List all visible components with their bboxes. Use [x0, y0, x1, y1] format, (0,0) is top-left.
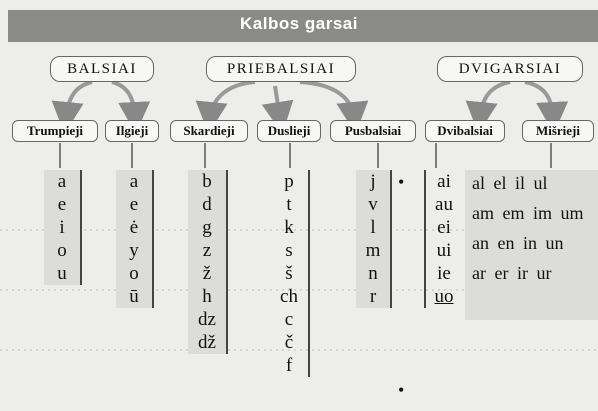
letter-cell: dz	[198, 309, 216, 330]
bullet-mark: •	[398, 380, 405, 400]
arrow-dvigarsiai-dvibalsiai	[480, 82, 510, 118]
category-balsiai: BALSIAI	[50, 56, 154, 82]
category-priebalsiai: PRIEBALSIAI	[206, 56, 356, 82]
letter-cell: z	[202, 240, 212, 261]
column-pusbalsiai	[356, 170, 392, 308]
column-trumpieji	[44, 170, 82, 285]
misrieji-row: al el il ul	[472, 173, 548, 193]
letter-cell: u	[57, 263, 67, 284]
letter-cell: ui	[436, 240, 452, 261]
letter-cell: j	[370, 171, 376, 192]
sub-ilgieji: Ilgieji	[105, 120, 159, 142]
sub-pusbalsiai: Pusbalsiai	[330, 120, 416, 142]
category-dvigarsiai: DVIGARSIAI	[437, 56, 583, 82]
letter-cell: dž	[198, 332, 216, 353]
letter-cell: y	[129, 240, 139, 261]
letter-cell: k	[284, 217, 294, 238]
letter-cell: š	[285, 263, 293, 284]
column-skardieji	[188, 170, 228, 354]
sub-misrieji: Mišrieji	[522, 120, 594, 142]
letter-cell: ie	[437, 263, 451, 284]
misrieji-row: an en in un	[472, 233, 564, 253]
letter-cell: v	[368, 194, 378, 215]
letter-cell: h	[202, 286, 212, 307]
letter-cell: p	[284, 171, 294, 192]
letter-cell: r	[369, 286, 377, 307]
letter-cell: a	[57, 171, 67, 192]
letter-cell: b	[202, 171, 212, 192]
letter-cell: l	[370, 217, 376, 238]
letter-cell: ei	[437, 217, 451, 238]
misrieji-row: am em im um	[472, 203, 584, 223]
letter-cell: m	[365, 240, 381, 261]
misrieji-row: ar er ir ur	[472, 263, 552, 283]
drop-lines	[60, 143, 551, 168]
column-dvibalsiai	[424, 170, 462, 308]
letter-cell: č	[284, 332, 294, 353]
sub-duslieji: Duslieji	[257, 120, 321, 142]
letter-cell: e	[129, 194, 139, 215]
letter-cell: o	[57, 240, 67, 261]
letter-cell: ū	[129, 286, 139, 307]
letter-cell: i	[59, 217, 65, 238]
letter-cell: f	[285, 355, 293, 376]
column-duslieji	[270, 170, 310, 377]
diagram-title: Kalbos garsai	[240, 14, 358, 33]
sub-dvibalsiai: Dvibalsiai	[425, 120, 505, 142]
letter-cell: ž	[202, 263, 212, 284]
letter-cell: c	[284, 309, 294, 330]
column-ilgieji	[116, 170, 154, 308]
sub-skardieji: Skardieji	[170, 120, 248, 142]
sub-trumpieji: Trumpieji	[12, 120, 98, 142]
arrow-priebalsiai-duslieji	[275, 86, 280, 118]
letter-cell: o	[129, 263, 139, 284]
letter-cell: t	[286, 194, 292, 215]
arrow-balsiai-ilgieji	[112, 82, 135, 118]
arrow-priebalsiai-pusbalsiai	[300, 82, 354, 118]
letter-cell: ė	[129, 217, 139, 238]
letter-cell: e	[57, 194, 67, 215]
letter-cell: g	[202, 217, 212, 238]
letter-cell: a	[129, 171, 139, 192]
letter-cell: uo	[434, 286, 454, 307]
letter-cell: d	[202, 194, 212, 215]
letter-cell: s	[285, 240, 293, 261]
letter-cell: ai	[437, 171, 451, 192]
letter-cell: ch	[280, 286, 298, 307]
arrow-priebalsiai-skardieji	[210, 82, 255, 118]
letter-cell: au	[435, 194, 453, 215]
arrow-balsiai-trumpieji	[66, 82, 92, 118]
bullet-mark: •	[398, 172, 405, 192]
letter-cell: n	[368, 263, 378, 284]
arrow-dvigarsiai-misrieji	[525, 82, 553, 118]
